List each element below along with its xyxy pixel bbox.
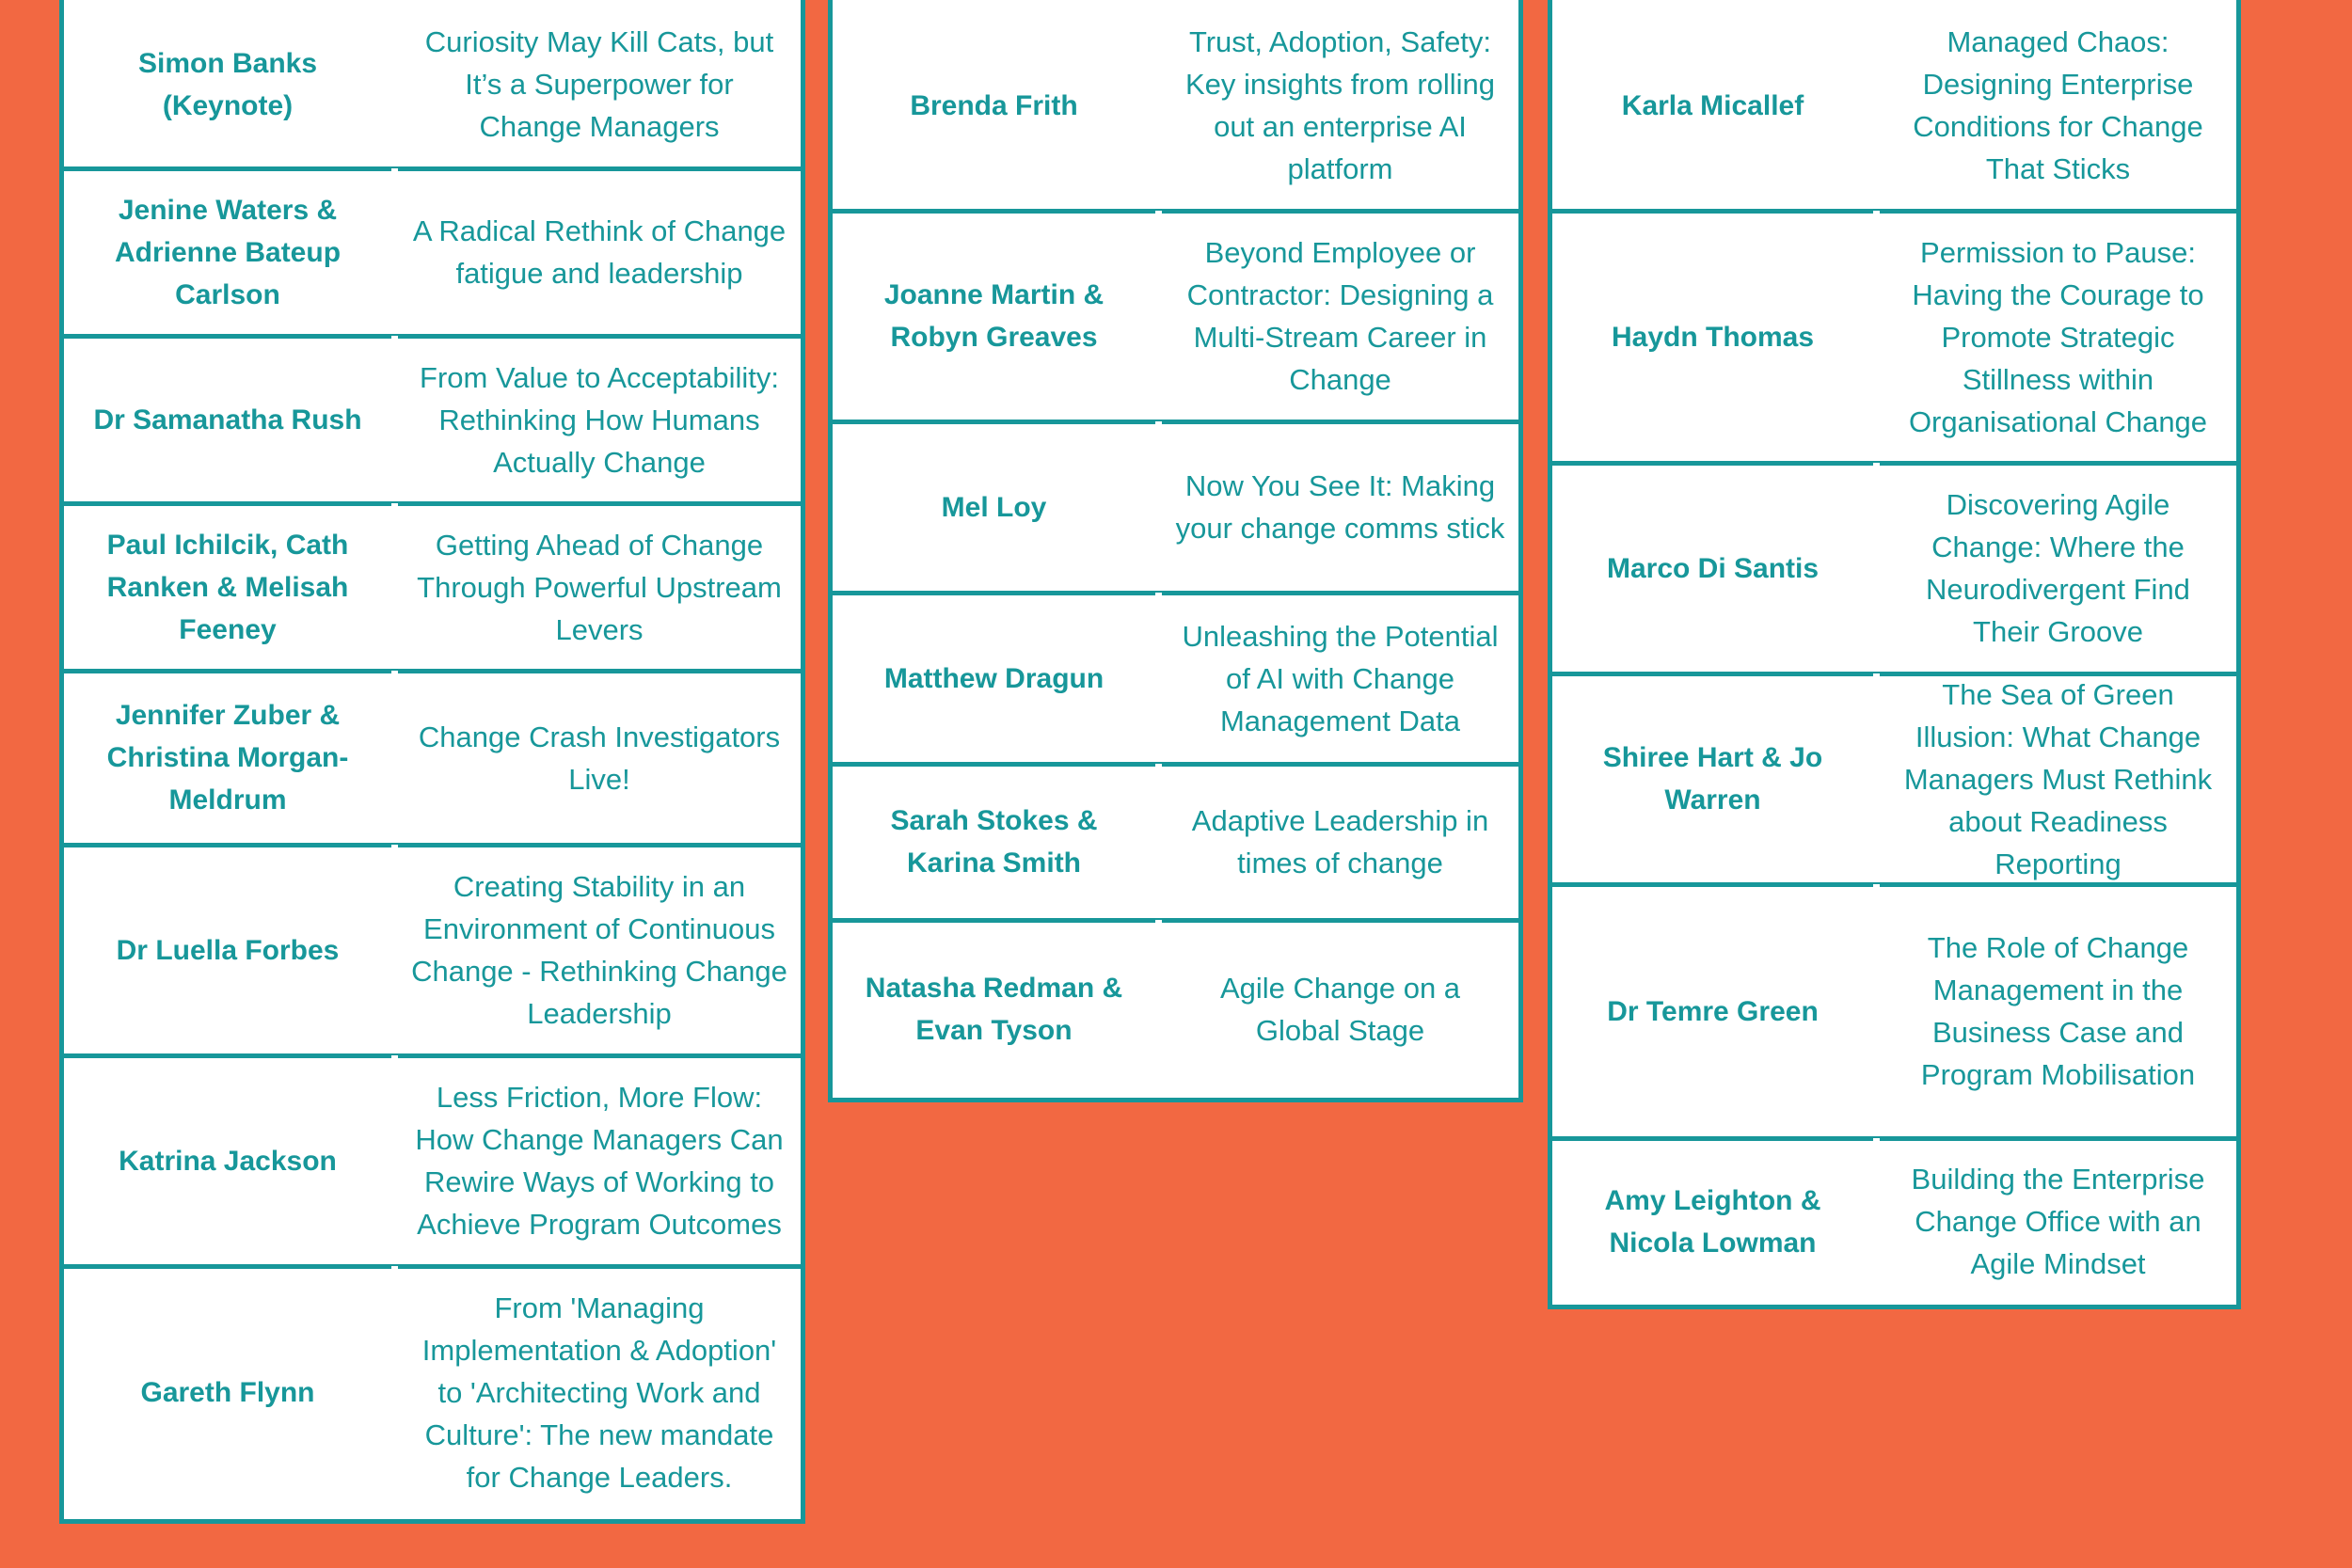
table-row	[64, 845, 801, 1055]
talk-title: Building the Enterprise Change Office with an Agile Mindset	[1911, 1163, 2205, 1280]
talk-title: Less Friction, More Flow: How Change Managers Can Rewire Ways of Working to Achieve Program Outcomes	[415, 1081, 784, 1241]
cell-divider	[1155, 421, 1162, 593]
speaker-name: Katrina Jackson	[119, 1145, 337, 1177]
talk-title: Agile Change on a Global Stage	[1219, 971, 1461, 1047]
table-row	[64, 671, 801, 845]
cell-divider	[391, 1055, 398, 1266]
talk-title: Discovering Agile Change: Where the Neurodivergent Find Their Groove	[1926, 488, 2190, 648]
table-row	[64, 168, 801, 336]
talk-title: Unleashing the Potential of AI with Change Management Data	[1182, 619, 1499, 737]
speaker-name: Dr Samanatha Rush	[93, 404, 362, 436]
talk-title: Now You See It: Making your change comms stick	[1175, 469, 1505, 545]
schedule-table-column-3	[1548, 0, 2241, 1309]
cell-divider	[391, 0, 398, 168]
speaker-name: Amy Leighton & Nicola Lowman	[1604, 1184, 1821, 1259]
speaker-name: Jennifer Zuber & Christina Morgan-Meldrum	[106, 700, 349, 816]
speaker-name: Matthew Dragun	[883, 662, 1104, 694]
talk-title: Beyond Employee or Contractor: Designing a Multi-Stream Career in Change	[1186, 236, 1494, 396]
table-row	[1552, 463, 2236, 673]
talk-title: A Radical Rethink of Change fatigue and leadership	[412, 214, 787, 290]
cell-divider	[1155, 920, 1162, 1098]
talk-title: From Value to Acceptability: Rethinking How Humans Actually Change	[420, 360, 779, 479]
speaker-name: Paul Ichilcik, Cath Ranken & Melisah Feeney	[106, 529, 349, 645]
speaker-name: Natasha Redman & Evan Tyson	[865, 972, 1123, 1046]
table-row	[1552, 1138, 2236, 1305]
speaker-name: Haydn Thomas	[1611, 321, 1815, 353]
cell-divider	[391, 1266, 398, 1519]
cell-divider	[391, 168, 398, 336]
table-row	[64, 503, 801, 671]
talk-title: Change Crash Investigators Live!	[418, 720, 781, 796]
speaker-name: Mel Loy	[941, 491, 1047, 523]
speaker-name: Gareth Flynn	[140, 1377, 315, 1408]
speaker-name: Marco Di Santis	[1606, 552, 1820, 584]
cell-divider	[1155, 593, 1162, 764]
cell-divider	[1873, 673, 1880, 884]
talk-title: Trust, Adoption, Safety: Key insights from rolling out an enterprise AI platform	[1184, 25, 1496, 185]
table-row	[1552, 0, 2236, 211]
table-row	[833, 211, 1518, 421]
talk-title: From 'Managing Implementation & Adoption' to 'Architecting Work and Culture': The new mandate for Change Leaders.	[421, 1291, 777, 1494]
talk-title: Getting Ahead of Change Through Powerful Upstream Levers	[417, 528, 782, 646]
table-row	[833, 421, 1518, 593]
cell-divider	[391, 336, 398, 503]
cell-divider	[1873, 0, 1880, 211]
talk-title: Adaptive Leadership in times of change	[1191, 804, 1489, 879]
speaker-name: Joanne Martin & Robyn Greaves	[883, 279, 1104, 353]
cell-divider	[1873, 1138, 1880, 1305]
table-row	[1552, 673, 2236, 884]
table-row	[64, 1266, 801, 1519]
talk-title: The Sea of Green Illusion: What Change Managers Must Rethink about Readiness Reporting	[1903, 677, 2213, 880]
schedule-table-column-2	[828, 0, 1523, 1102]
talk-title: Permission to Pause: Having the Courage to Promote Strategic Stillness within Organisational Change	[1908, 235, 2208, 438]
speaker-name: Simon Banks (Keynote)	[137, 47, 318, 121]
speaker-name: Dr Luella Forbes	[116, 934, 340, 966]
table-row	[64, 0, 801, 168]
cell-divider	[1155, 0, 1162, 211]
speaker-name: Sarah Stokes & Karina Smith	[890, 805, 1098, 879]
speaker-name: Dr Temre Green	[1607, 995, 1819, 1027]
speaker-name: Brenda Frith	[910, 89, 1078, 121]
talk-title: Creating Stability in an Environment of Continuous Change - Rethinking Change Leadership	[411, 870, 787, 1030]
talk-title: Curiosity May Kill Cats, but It’s a Superpower for Change Managers	[424, 25, 774, 143]
cell-divider	[391, 671, 398, 845]
table-row	[1552, 884, 2236, 1138]
talk-title: The Role of Change Management in the Business Case and Program Mobilisation	[1920, 931, 2196, 1091]
schedule-table-column-1	[59, 0, 805, 1524]
cell-divider	[391, 845, 398, 1055]
cell-divider	[1873, 463, 1880, 673]
cell-divider	[1155, 764, 1162, 920]
table-row	[1552, 211, 2236, 463]
table-row	[833, 0, 1518, 211]
cell-divider	[1155, 211, 1162, 421]
table-row	[64, 1055, 801, 1266]
cell-divider	[1873, 884, 1880, 1138]
table-row	[833, 920, 1518, 1098]
table-row	[64, 336, 801, 503]
table-row	[833, 764, 1518, 920]
table-row	[833, 593, 1518, 764]
speaker-name: Jenine Waters & Adrienne Bateup Carlson	[114, 194, 342, 310]
talk-title: Managed Chaos: Designing Enterprise Conditions for Change That Sticks	[1913, 25, 2203, 185]
cell-divider	[391, 503, 398, 671]
speaker-name: Karla Micallef	[1621, 89, 1804, 121]
speaker-name: Shiree Hart & Jo Warren	[1602, 742, 1823, 816]
cell-divider	[1873, 211, 1880, 463]
